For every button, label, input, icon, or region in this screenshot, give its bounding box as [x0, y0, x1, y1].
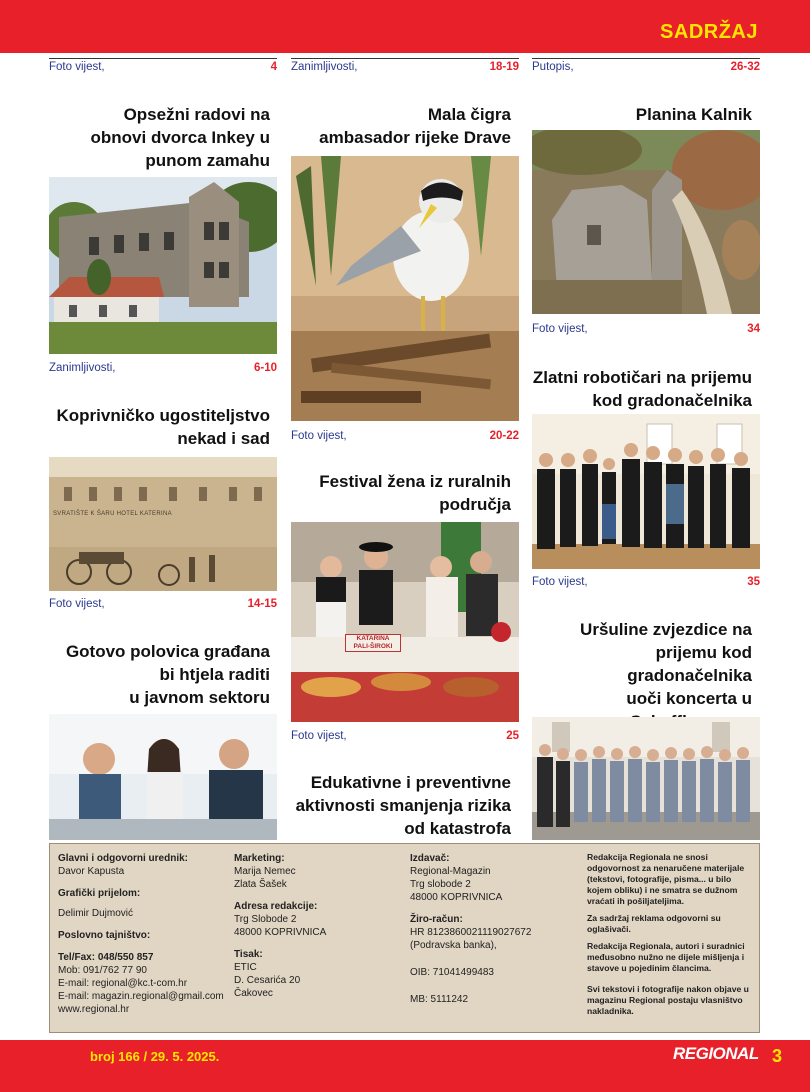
print-line: Čakovec [234, 988, 273, 999]
title-line: Koprivničko ugostiteljstvo [56, 406, 270, 425]
publisher-line: Regional-Magazin [410, 866, 491, 877]
ref-page: 34 [747, 323, 760, 335]
ref-section: Foto vijest, [49, 598, 105, 610]
ref-section: Foto vijest, [291, 430, 347, 442]
website-link[interactable]: www.regional.hr [58, 1004, 130, 1015]
disclaimer-paragraph: Svi tekstovi i fotografije nakon objave u magazinu Regional postaju vlasništvo nakladnika. [587, 984, 749, 1016]
address-line: 48000 KOPRIVNICA [234, 927, 327, 938]
article-title-ursuline[interactable] [532, 618, 752, 733]
ref-section: Foto vijest, [532, 576, 588, 588]
toc-ref-putopis-26-32[interactable] [532, 58, 760, 75]
title-line: u javnom sektoru [129, 688, 270, 707]
disclaimer-paragraph: Redakcija Regionala ne snosi odgovornost za nenaručene materijale (tekstovi, fotografije, pisma... u bilo kojem obliku) i ne smatra se dužnom vraćati ih pošiljateljima. [587, 852, 745, 906]
photo-kalnik-ruins[interactable] [532, 130, 760, 314]
title-line: aktivnosti smanjenja rizika [295, 796, 511, 815]
photo-old-hotel[interactable] [49, 457, 277, 591]
phone-fax[interactable]: Tel/Fax: 048/550 857 [58, 952, 154, 963]
title-line: Zlatni robotičari na prijemu [532, 368, 752, 387]
ref-page: 4 [270, 61, 277, 73]
design-label: Grafički prijelom: [58, 888, 141, 899]
mobile-phone[interactable]: Mob: 091/762 77 90 [58, 965, 147, 976]
ref-page: 35 [747, 576, 760, 588]
title-line: Gotovo polovica građana [65, 642, 270, 661]
photo-rural-women-festival[interactable] [291, 522, 519, 722]
oib-number: OIB: 71041499483 [410, 967, 494, 978]
disclaimer-paragraph: Za sadržaj reklama odgovorni su oglašivači. [587, 913, 721, 934]
title-line: područja [439, 495, 511, 514]
ref-page: 6-10 [253, 362, 277, 374]
title-line: Planina Kalnik [635, 105, 752, 124]
marketing-name: Marija Nemec [234, 866, 296, 877]
photo-office-workers[interactable] [49, 714, 277, 840]
title-line: kod gradonačelnika [592, 391, 752, 410]
article-title-festival-zena[interactable] [291, 470, 511, 516]
ref-page: 14-15 [247, 598, 277, 610]
disclaimer-notes [587, 852, 755, 1023]
toc-ref-foto-vijest-4[interactable] [49, 58, 277, 75]
impressum-col-2 [234, 852, 394, 1000]
article-title-inkey[interactable] [49, 103, 270, 172]
editor-name: Davor Kapusta [58, 866, 125, 877]
email-link-2[interactable]: E-mail: magazin.regional@gmail.com [58, 991, 224, 1002]
issue-date: broj 166 / 29. 5. 2025. [90, 1049, 220, 1064]
account-label: Žiro-račun: [410, 914, 463, 925]
banner-line: KATARINA [356, 635, 390, 642]
title-line: Festival žena iz ruralnih [319, 472, 511, 491]
title-line: uoči koncerta u [626, 689, 752, 708]
title-line: Uršuline zvjezdice na [580, 620, 752, 639]
ref-page: 20-22 [489, 430, 519, 442]
article-title-edukativne[interactable] [291, 771, 511, 840]
title-line: Opsežni radovi na [123, 105, 270, 124]
toc-ref-foto-vijest-34[interactable] [532, 321, 760, 337]
print-line: ETIC [234, 962, 257, 973]
impressum-col-1 [58, 852, 228, 1016]
print-line: D. Cesarića 20 [234, 975, 301, 986]
page-number: 3 [772, 1046, 783, 1066]
title-line: nekad i sad [177, 429, 270, 448]
marketing-label: Marketing: [234, 853, 285, 864]
toc-ref-zanimljivosti-18-19[interactable] [291, 58, 519, 75]
ref-page: 26-32 [730, 61, 760, 73]
toc-ref-foto-vijest-14-15[interactable] [49, 596, 277, 612]
ref-section: Foto vijest, [291, 730, 347, 742]
article-title-javni-sektor[interactable] [49, 640, 270, 709]
title-line: punom zamahu [145, 151, 270, 170]
regional-logo: REGIONAL [673, 1044, 759, 1063]
ref-section: Zanimljivosti, [291, 61, 358, 73]
address-line: Trg Slobode 2 [234, 914, 297, 925]
article-title-robotičari[interactable] [532, 366, 752, 412]
article-title-kalnik[interactable] [532, 103, 752, 126]
photo-sign-text: SVRATIŠTE K ŠARU HOTEL KATERINA [53, 511, 172, 517]
impressum-box [49, 843, 760, 1033]
toc-ref-foto-vijest-35[interactable] [532, 574, 760, 590]
photo-manor-inkey[interactable] [49, 177, 277, 354]
photo-robotics-reception[interactable] [532, 414, 760, 569]
toc-ref-zanimljivosti-6-10[interactable] [49, 360, 277, 376]
ref-section: Foto vijest, [49, 61, 105, 73]
print-label: Tisak: [234, 949, 263, 960]
toc-ref-foto-vijest-20-22[interactable] [291, 428, 519, 444]
publisher-line: 48000 KOPRIVNICA [410, 892, 503, 903]
title-line: bi htjela raditi [159, 665, 270, 684]
ref-section: Putopis, [532, 61, 574, 73]
title-line: od katastrofa [404, 819, 511, 838]
title-line: Edukativne i preventivne [310, 773, 511, 792]
account-number: HR 8123860021119027672 [410, 927, 532, 938]
title-line: ambasador rijeke Drave [319, 128, 511, 147]
editor-label: Glavni i odgovorni urednik: [58, 853, 189, 864]
ref-section: Foto vijest, [532, 323, 588, 335]
secretary-label: Poslovno tajništvo: [58, 930, 151, 941]
publisher-line: Trg slobode 2 [410, 879, 471, 890]
title-line: prijemu kod gradonačelnika [627, 643, 752, 685]
disclaimer-paragraph: Redakcija Regionala, autori i suradnici međusobno nužno ne dijele mišljenja i stavove u pojedinim člancima. [587, 941, 745, 973]
address-label: Adresa redakcije: [234, 901, 318, 912]
photo-ursuline-choir[interactable] [532, 717, 760, 840]
bank-name: (Podravska banka), [410, 940, 497, 951]
article-title-mala-cigra[interactable] [291, 103, 511, 149]
publisher-label: Izdavač: [410, 853, 450, 864]
ref-section: Zanimljivosti, [49, 362, 116, 374]
section-title: SADRŽAJ [660, 21, 758, 43]
toc-ref-foto-vijest-25[interactable] [291, 728, 519, 744]
email-link-1[interactable]: E-mail: regional@kc.t-com.hr [58, 978, 188, 989]
impressum-col-3 [410, 852, 580, 1006]
article-title-ugostiteljstvo[interactable] [49, 404, 270, 450]
title-line: Mala čigra [427, 105, 511, 124]
marketing-name: Zlata Šašek [234, 879, 287, 890]
ref-page: 25 [506, 730, 519, 742]
design-name: Delimir Dujmović [58, 908, 134, 919]
banner-line: PALI-ŠIROKI [353, 643, 393, 650]
photo-little-tern[interactable] [291, 156, 519, 421]
ref-page: 18-19 [489, 61, 519, 73]
photo-banner-label [345, 634, 401, 652]
title-line: obnovi dvorca Inkey u [90, 128, 270, 147]
mb-number: MB: 5111242 [410, 994, 469, 1005]
